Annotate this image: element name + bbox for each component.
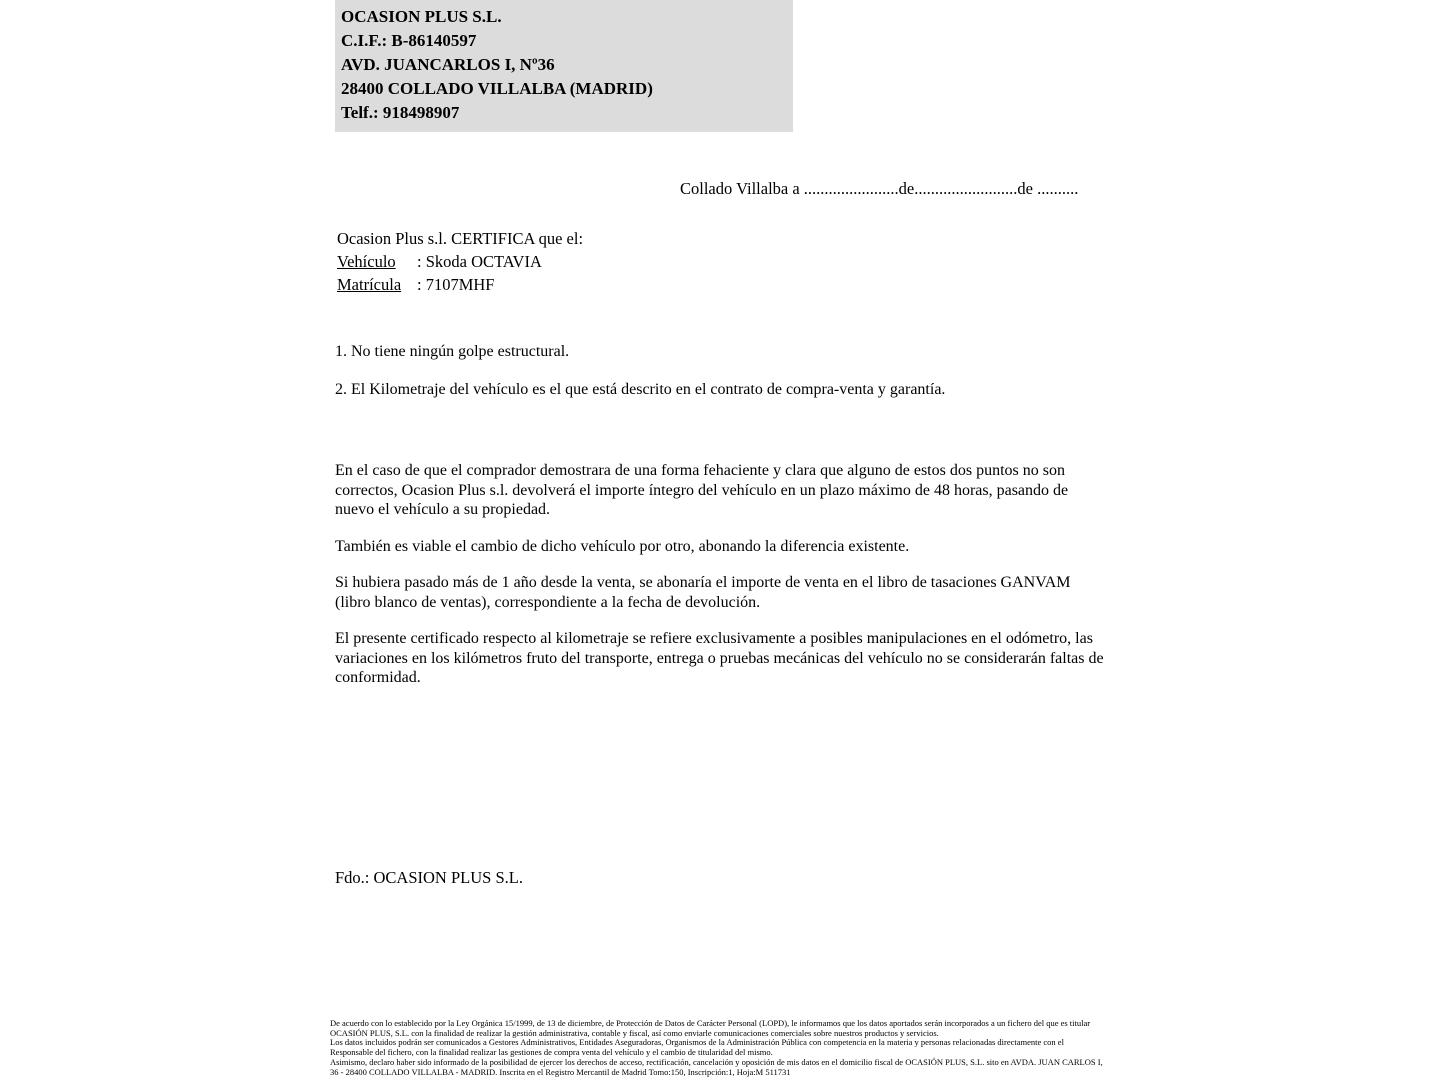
- date-line: Collado Villalba a .......................de.........................de ..........: [680, 179, 1079, 198]
- company-header-box: [335, 0, 793, 132]
- body-paragraph-1: En el caso de que el comprador demostrara de una forma fehaciente y clara que alguno de estos dos puntos no son correctos, Ocasion Plus s.l. devolverá el importe íntegro del vehículo en un plazo máximo de 48 horas, pasando de nuevo el vehículo a su propiedad.: [335, 462, 1069, 518]
- body-paragraph-3: Si hubiera pasado más de 1 año desde la venta, se abonaría el importe de venta en el libro de tasaciones GANVAM (libro blanco de ventas), correspondiente a la fecha de devolución.: [335, 574, 1071, 611]
- body-paragraph-2: También es viable el cambio de dicho vehículo por otro, abonando la diferencia existente.: [335, 537, 910, 555]
- plate-field-row: [337, 273, 1105, 296]
- company-cif: C.I.F.: B-86140597: [341, 31, 477, 50]
- plate-value: : 7107MHF: [417, 275, 495, 294]
- footer-paragraph-1: De acuerdo con lo establecido por la Ley Orgánica 15/1999, de 13 de diciembre, de Protección de Datos de Carácter Personal (LOPD), le informamos que los datos aportados serán incorporados a un fichero del que es titular OCASIÓN PLUS, S.L. con la finalidad de realizar la gestión administrativa, contable y fiscal, así como enviarle comunicaciones comerciales sobre nuestros productos y servicios.: [330, 1018, 1091, 1038]
- company-phone: Telf.: 918498907: [341, 103, 460, 122]
- condition-point-1: 1. No tiene ningún golpe estructural.: [335, 343, 570, 360]
- condition-point-2: 2. El Kilometraje del vehículo es el que está descrito en el contrato de compra-venta y garantía.: [335, 381, 946, 398]
- footer-paragraph-3: Asimismo, declaro haber sido informado de la posibilidad de ejercer los derechos de acceso, rectificación, cancelación y oposición de mis datos en el domicilio fiscal de OCASIÓN PLUS, S.L. sito en AVDA. JUAN CARLOS I, 36 - 28400 COLLADO VILLALBA - MADRID. Inscrita en el Registro Mercantil de Madrid Tomo:150, Inscripción:1, Hoja:M 511731: [330, 1056, 1103, 1077]
- vehicle-value: : Skoda OCTAVIA: [417, 252, 542, 271]
- plate-label: Matrícula: [337, 275, 402, 294]
- condition-points: [335, 342, 1105, 400]
- company-name: OCASION PLUS S.L.: [341, 7, 502, 26]
- certify-intro: Ocasion Plus s.l. CERTIFICA que el:: [337, 229, 584, 248]
- legal-footer: [330, 1019, 1105, 1077]
- body-paragraphs: [335, 461, 1105, 688]
- vehicle-label: Vehículo: [337, 252, 396, 271]
- vehicle-field-row: [337, 250, 1105, 273]
- signature-line: Fdo.: OCASION PLUS S.L.: [335, 867, 523, 887]
- body-paragraph-4: El presente certificado respecto al kilometraje se refiere exclusivamente a posibles manipulaciones en el odómetro, las variaciones en los kilómetros fruto del transporte, entrega o pruebas mecánicas del vehículo no se considerarán faltas de conformidad.: [335, 630, 1104, 686]
- document-page: [335, 0, 1105, 888]
- footer-paragraph-2: Los datos incluidos podrán ser comunicados a Gestores Administrativos, Entidades Aseguradoras, Organismos de la Administración Pública con competencia en la materia y personas relacionadas directamente con el Responsable del fichero, con la finalidad realizar las gestiones de compra venta del vehículo y el cambio de titularidad del mismo.: [330, 1037, 1064, 1058]
- company-address-line2: 28400 COLLADO VILLALBA (MADRID): [341, 79, 653, 98]
- company-address-line1: AVD. JUANCARLOS I, Nº36: [341, 55, 555, 74]
